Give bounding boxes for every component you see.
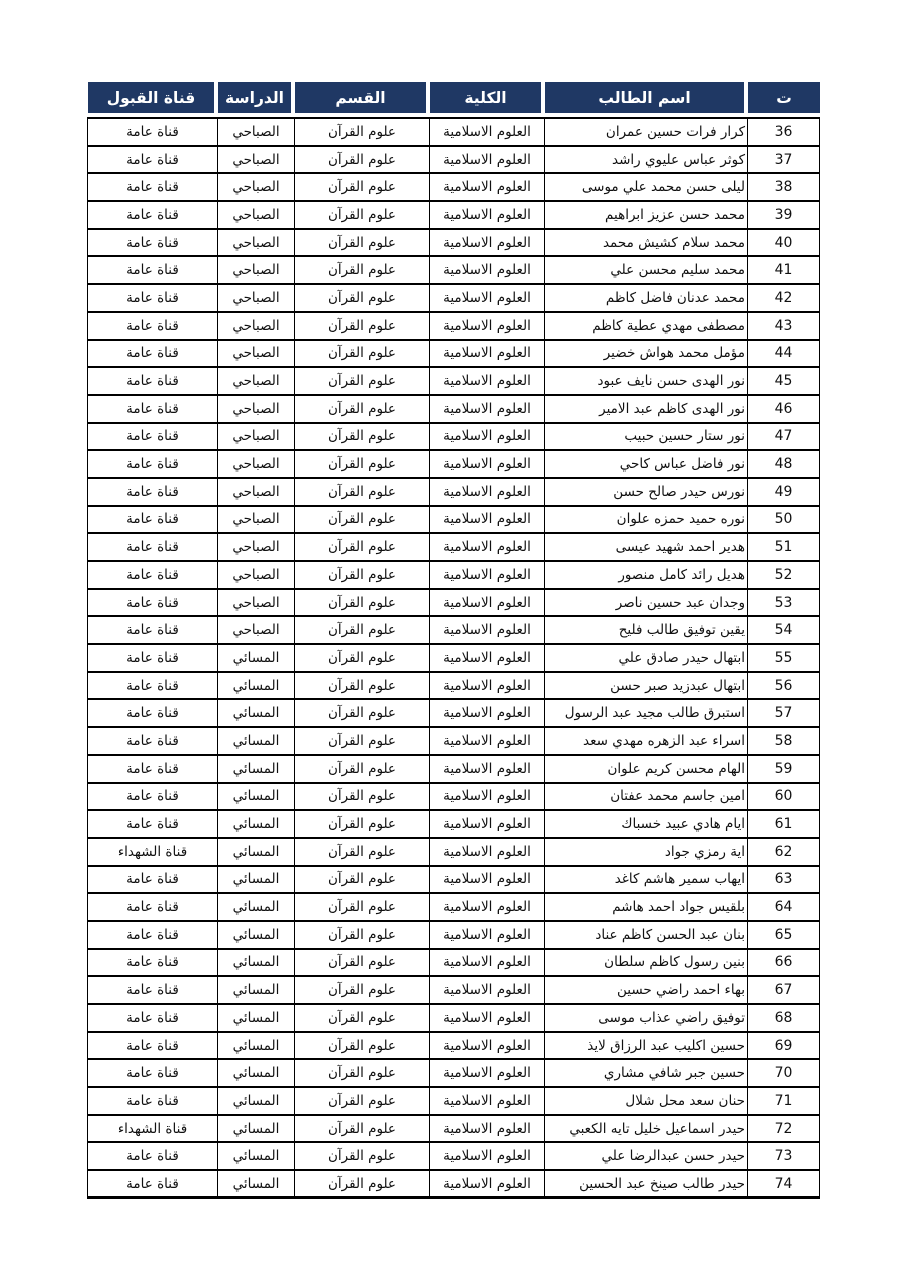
- cell-student-name: نوره حميد حمزه علوان: [545, 506, 748, 534]
- cell-admission-channel: قناة عامة: [88, 783, 218, 811]
- cell-study-type: المسائي: [218, 1142, 295, 1170]
- table-row: [88, 644, 820, 672]
- cell-student-name: كرار فرات حسين عمران: [545, 118, 748, 146]
- cell-student-name: بنان عبد الحسن كاظم عناد: [545, 921, 748, 949]
- cell-serial: 59: [748, 755, 820, 783]
- cell-serial: 63: [748, 866, 820, 894]
- table-row: [88, 256, 820, 284]
- cell-serial: 36: [748, 118, 820, 146]
- cell-college: العلوم الاسلامية: [430, 146, 545, 174]
- cell-department: علوم القرآن: [295, 256, 430, 284]
- cell-serial: 66: [748, 949, 820, 977]
- cell-college: العلوم الاسلامية: [430, 866, 545, 894]
- cell-serial: 40: [748, 229, 820, 257]
- cell-admission-channel: قناة عامة: [88, 1170, 218, 1198]
- cell-department: علوم القرآن: [295, 810, 430, 838]
- cell-college: العلوم الاسلامية: [430, 256, 545, 284]
- cell-college: العلوم الاسلامية: [430, 506, 545, 534]
- cell-study-type: الصباحي: [218, 229, 295, 257]
- cell-student-name: وجدان عبد حسين ناصر: [545, 589, 748, 617]
- cell-college: العلوم الاسلامية: [430, 672, 545, 700]
- cell-department: علوم القرآن: [295, 506, 430, 534]
- table-row: [88, 173, 820, 201]
- cell-department: علوم القرآن: [295, 976, 430, 1004]
- cell-college: العلوم الاسلامية: [430, 423, 545, 451]
- table-row: [88, 506, 820, 534]
- cell-admission-channel: قناة عامة: [88, 256, 218, 284]
- cell-department: علوم القرآن: [295, 1087, 430, 1115]
- table-row: [88, 1170, 820, 1198]
- cell-college: العلوم الاسلامية: [430, 118, 545, 146]
- cell-admission-channel: قناة عامة: [88, 644, 218, 672]
- table-body: [87, 117, 820, 1199]
- cell-study-type: المسائي: [218, 866, 295, 894]
- cell-study-type: الصباحي: [218, 589, 295, 617]
- cell-serial: 38: [748, 173, 820, 201]
- cell-serial: 51: [748, 533, 820, 561]
- table-row: [88, 783, 820, 811]
- cell-student-name: حسين جبر شافي مشاري: [545, 1059, 748, 1087]
- cell-serial: 41: [748, 256, 820, 284]
- cell-college: العلوم الاسلامية: [430, 727, 545, 755]
- cell-college: العلوم الاسلامية: [430, 589, 545, 617]
- cell-department: علوم القرآن: [295, 1142, 430, 1170]
- cell-college: العلوم الاسلامية: [430, 783, 545, 811]
- cell-serial: 60: [748, 783, 820, 811]
- table-row: [88, 478, 820, 506]
- cell-admission-channel: قناة عامة: [88, 533, 218, 561]
- cell-college: العلوم الاسلامية: [430, 1087, 545, 1115]
- cell-study-type: الصباحي: [218, 284, 295, 312]
- cell-department: علوم القرآن: [295, 146, 430, 174]
- header-college: الكلية: [430, 82, 545, 113]
- table-row: [88, 810, 820, 838]
- cell-serial: 46: [748, 395, 820, 423]
- table-row: [88, 118, 820, 146]
- cell-admission-channel: قناة عامة: [88, 118, 218, 146]
- table-row: [88, 1032, 820, 1060]
- table-row: [88, 589, 820, 617]
- header-department: القسم: [295, 82, 430, 113]
- cell-study-type: الصباحي: [218, 146, 295, 174]
- cell-study-type: المسائي: [218, 1004, 295, 1032]
- cell-college: العلوم الاسلامية: [430, 229, 545, 257]
- cell-department: علوم القرآن: [295, 949, 430, 977]
- cell-study-type: المسائي: [218, 949, 295, 977]
- cell-admission-channel: قناة عامة: [88, 810, 218, 838]
- cell-department: علوم القرآن: [295, 367, 430, 395]
- cell-student-name: كوثر عباس عليوي راشد: [545, 146, 748, 174]
- cell-serial: 39: [748, 201, 820, 229]
- cell-department: علوم القرآن: [295, 589, 430, 617]
- cell-department: علوم القرآن: [295, 118, 430, 146]
- cell-admission-channel: قناة عامة: [88, 949, 218, 977]
- cell-student-name: حيدر حسن عبدالرضا علي: [545, 1142, 748, 1170]
- table-row: [88, 672, 820, 700]
- cell-student-name: بهاء احمد راضي حسين: [545, 976, 748, 1004]
- cell-student-name: هدير احمد شهيد عيسى: [545, 533, 748, 561]
- cell-study-type: الصباحي: [218, 201, 295, 229]
- cell-college: العلوم الاسلامية: [430, 1059, 545, 1087]
- cell-admission-channel: قناة عامة: [88, 1142, 218, 1170]
- cell-admission-channel: قناة عامة: [88, 893, 218, 921]
- cell-study-type: المسائي: [218, 727, 295, 755]
- cell-student-name: الهام محسن كريم علوان: [545, 755, 748, 783]
- cell-student-name: نور الهدى كاظم عبد الامير: [545, 395, 748, 423]
- cell-college: العلوم الاسلامية: [430, 1032, 545, 1060]
- cell-department: علوم القرآن: [295, 838, 430, 866]
- cell-department: علوم القرآن: [295, 229, 430, 257]
- table-row: [88, 755, 820, 783]
- cell-study-type: المسائي: [218, 810, 295, 838]
- cell-college: العلوم الاسلامية: [430, 312, 545, 340]
- cell-admission-channel: قناة عامة: [88, 284, 218, 312]
- cell-student-name: حنان سعد محل شلال: [545, 1087, 748, 1115]
- cell-college: العلوم الاسلامية: [430, 921, 545, 949]
- header-student-name: اسم الطالب: [545, 82, 748, 113]
- cell-department: علوم القرآن: [295, 699, 430, 727]
- cell-department: علوم القرآن: [295, 893, 430, 921]
- cell-department: علوم القرآن: [295, 644, 430, 672]
- cell-department: علوم القرآن: [295, 866, 430, 894]
- cell-study-type: المسائي: [218, 893, 295, 921]
- header-study-type: الدراسة: [218, 82, 295, 113]
- cell-admission-channel: قناة عامة: [88, 866, 218, 894]
- cell-student-name: نور الهدى حسن نايف عبود: [545, 367, 748, 395]
- table-row: [88, 1059, 820, 1087]
- cell-serial: 44: [748, 340, 820, 368]
- cell-student-name: ايام هادي عبيد خسباك: [545, 810, 748, 838]
- table-row: [88, 561, 820, 589]
- cell-college: العلوم الاسلامية: [430, 976, 545, 1004]
- cell-admission-channel: قناة عامة: [88, 672, 218, 700]
- cell-serial: 64: [748, 893, 820, 921]
- cell-admission-channel: قناة الشهداء: [88, 1115, 218, 1143]
- cell-study-type: المسائي: [218, 783, 295, 811]
- cell-admission-channel: قناة عامة: [88, 201, 218, 229]
- cell-college: العلوم الاسلامية: [430, 173, 545, 201]
- cell-admission-channel: قناة عامة: [88, 589, 218, 617]
- cell-department: علوم القرآن: [295, 1170, 430, 1198]
- cell-college: العلوم الاسلامية: [430, 340, 545, 368]
- cell-study-type: المسائي: [218, 644, 295, 672]
- table-row: [88, 312, 820, 340]
- cell-serial: 47: [748, 423, 820, 451]
- cell-department: علوم القرآن: [295, 284, 430, 312]
- cell-college: العلوم الاسلامية: [430, 810, 545, 838]
- cell-study-type: الصباحي: [218, 256, 295, 284]
- student-admission-table: [88, 82, 820, 1199]
- table-row: [88, 1087, 820, 1115]
- cell-admission-channel: قناة عامة: [88, 921, 218, 949]
- cell-serial: 73: [748, 1142, 820, 1170]
- cell-study-type: المسائي: [218, 755, 295, 783]
- table-row: [88, 395, 820, 423]
- cell-study-type: المسائي: [218, 1170, 295, 1198]
- cell-student-name: حيدر اسماعيل خليل تايه الكعبي: [545, 1115, 748, 1143]
- cell-college: العلوم الاسلامية: [430, 395, 545, 423]
- cell-department: علوم القرآن: [295, 783, 430, 811]
- cell-department: علوم القرآن: [295, 1115, 430, 1143]
- cell-study-type: الصباحي: [218, 506, 295, 534]
- table-row: [88, 146, 820, 174]
- table-row: [88, 893, 820, 921]
- cell-student-name: ابتهال عبدزيد صبر حسن: [545, 672, 748, 700]
- cell-admission-channel: قناة عامة: [88, 1004, 218, 1032]
- cell-department: علوم القرآن: [295, 533, 430, 561]
- cell-study-type: الصباحي: [218, 173, 295, 201]
- cell-college: العلوم الاسلامية: [430, 561, 545, 589]
- cell-admission-channel: قناة عامة: [88, 976, 218, 1004]
- table-row: [88, 866, 820, 894]
- cell-student-name: بلقيس جواد احمد هاشم: [545, 893, 748, 921]
- cell-study-type: المسائي: [218, 699, 295, 727]
- cell-department: علوم القرآن: [295, 340, 430, 368]
- table-row: [88, 423, 820, 451]
- table-row: [88, 229, 820, 257]
- cell-student-name: حيدر طالب صينخ عبد الحسين: [545, 1170, 748, 1198]
- cell-college: العلوم الاسلامية: [430, 478, 545, 506]
- cell-serial: 54: [748, 616, 820, 644]
- cell-student-name: اسراء عبد الزهره مهدي سعد: [545, 727, 748, 755]
- cell-serial: 58: [748, 727, 820, 755]
- cell-student-name: هديل رائد كامل منصور: [545, 561, 748, 589]
- cell-department: علوم القرآن: [295, 616, 430, 644]
- cell-serial: 52: [748, 561, 820, 589]
- cell-admission-channel: قناة عامة: [88, 755, 218, 783]
- cell-department: علوم القرآن: [295, 921, 430, 949]
- cell-college: العلوم الاسلامية: [430, 1170, 545, 1198]
- cell-study-type: الصباحي: [218, 450, 295, 478]
- table-row: [88, 1115, 820, 1143]
- cell-student-name: نور فاضل عباس كاحي: [545, 450, 748, 478]
- cell-admission-channel: قناة عامة: [88, 1032, 218, 1060]
- cell-college: العلوم الاسلامية: [430, 616, 545, 644]
- cell-admission-channel: قناة عامة: [88, 727, 218, 755]
- cell-serial: 48: [748, 450, 820, 478]
- cell-study-type: الصباحي: [218, 533, 295, 561]
- cell-college: العلوم الاسلامية: [430, 644, 545, 672]
- cell-serial: 50: [748, 506, 820, 534]
- cell-student-name: محمد حسن عزيز ابراهيم: [545, 201, 748, 229]
- table-row: [88, 1142, 820, 1170]
- cell-student-name: مصطفى مهدي عطية كاظم: [545, 312, 748, 340]
- cell-college: العلوم الاسلامية: [430, 1142, 545, 1170]
- cell-department: علوم القرآن: [295, 755, 430, 783]
- cell-department: علوم القرآن: [295, 1032, 430, 1060]
- cell-student-name: نورس حيدر صالح حسن: [545, 478, 748, 506]
- cell-student-name: محمد عدنان فاضل كاظم: [545, 284, 748, 312]
- cell-admission-channel: قناة عامة: [88, 395, 218, 423]
- cell-study-type: المسائي: [218, 1115, 295, 1143]
- cell-serial: 49: [748, 478, 820, 506]
- cell-study-type: الصباحي: [218, 561, 295, 589]
- cell-student-name: امين جاسم محمد عفتان: [545, 783, 748, 811]
- cell-study-type: الصباحي: [218, 312, 295, 340]
- table-row: [88, 284, 820, 312]
- table-row: [88, 976, 820, 1004]
- cell-serial: 68: [748, 1004, 820, 1032]
- cell-study-type: الصباحي: [218, 367, 295, 395]
- cell-admission-channel: قناة عامة: [88, 173, 218, 201]
- table-row: [88, 616, 820, 644]
- cell-student-name: نور ستار حسين حبيب: [545, 423, 748, 451]
- cell-admission-channel: قناة الشهداء: [88, 838, 218, 866]
- table-row: [88, 340, 820, 368]
- cell-college: العلوم الاسلامية: [430, 284, 545, 312]
- cell-study-type: المسائي: [218, 1059, 295, 1087]
- cell-study-type: الصباحي: [218, 118, 295, 146]
- table-row: [88, 949, 820, 977]
- cell-admission-channel: قناة عامة: [88, 367, 218, 395]
- cell-admission-channel: قناة عامة: [88, 616, 218, 644]
- cell-department: علوم القرآن: [295, 201, 430, 229]
- cell-college: العلوم الاسلامية: [430, 755, 545, 783]
- cell-study-type: المسائي: [218, 1032, 295, 1060]
- cell-student-name: اية رمزي جواد: [545, 838, 748, 866]
- cell-student-name: بنين رسول كاظم سلطان: [545, 949, 748, 977]
- cell-department: علوم القرآن: [295, 478, 430, 506]
- cell-student-name: ابتهال حيدر صادق علي: [545, 644, 748, 672]
- cell-admission-channel: قناة عامة: [88, 423, 218, 451]
- cell-college: العلوم الاسلامية: [430, 699, 545, 727]
- cell-serial: 53: [748, 589, 820, 617]
- cell-department: علوم القرآن: [295, 561, 430, 589]
- cell-student-name: ليلى حسن محمد علي موسى: [545, 173, 748, 201]
- table-row: [88, 367, 820, 395]
- cell-serial: 57: [748, 699, 820, 727]
- cell-department: علوم القرآن: [295, 450, 430, 478]
- cell-college: العلوم الاسلامية: [430, 838, 545, 866]
- cell-student-name: حسين اكليب عبد الرزاق لايذ: [545, 1032, 748, 1060]
- cell-study-type: المسائي: [218, 1087, 295, 1115]
- cell-department: علوم القرآن: [295, 1004, 430, 1032]
- table-row: [88, 699, 820, 727]
- cell-serial: 42: [748, 284, 820, 312]
- cell-department: علوم القرآن: [295, 312, 430, 340]
- cell-student-name: ايهاب سمير هاشم كاغد: [545, 866, 748, 894]
- cell-serial: 43: [748, 312, 820, 340]
- cell-department: علوم القرآن: [295, 423, 430, 451]
- cell-student-name: يقين توفيق طالب فليح: [545, 616, 748, 644]
- cell-serial: 61: [748, 810, 820, 838]
- cell-college: العلوم الاسلامية: [430, 367, 545, 395]
- cell-serial: 67: [748, 976, 820, 1004]
- table-header-row: [88, 82, 820, 113]
- cell-study-type: الصباحي: [218, 340, 295, 368]
- cell-department: علوم القرآن: [295, 395, 430, 423]
- table-row: [88, 533, 820, 561]
- cell-serial: 65: [748, 921, 820, 949]
- cell-college: العلوم الاسلامية: [430, 893, 545, 921]
- cell-college: العلوم الاسلامية: [430, 201, 545, 229]
- cell-student-name: محمد سلام كشيش محمد: [545, 229, 748, 257]
- cell-study-type: المسائي: [218, 976, 295, 1004]
- cell-admission-channel: قناة عامة: [88, 1059, 218, 1087]
- cell-study-type: المسائي: [218, 672, 295, 700]
- cell-department: علوم القرآن: [295, 672, 430, 700]
- cell-study-type: الصباحي: [218, 478, 295, 506]
- cell-serial: 74: [748, 1170, 820, 1198]
- cell-admission-channel: قناة عامة: [88, 340, 218, 368]
- cell-college: العلوم الاسلامية: [430, 1115, 545, 1143]
- cell-department: علوم القرآن: [295, 1059, 430, 1087]
- table-row: [88, 450, 820, 478]
- cell-serial: 70: [748, 1059, 820, 1087]
- cell-serial: 56: [748, 672, 820, 700]
- cell-serial: 71: [748, 1087, 820, 1115]
- cell-student-name: محمد سليم محسن علي: [545, 256, 748, 284]
- cell-serial: 69: [748, 1032, 820, 1060]
- cell-serial: 72: [748, 1115, 820, 1143]
- cell-serial: 37: [748, 146, 820, 174]
- cell-study-type: الصباحي: [218, 395, 295, 423]
- cell-admission-channel: قناة عامة: [88, 146, 218, 174]
- cell-college: العلوم الاسلامية: [430, 533, 545, 561]
- cell-serial: 55: [748, 644, 820, 672]
- cell-admission-channel: قناة عامة: [88, 312, 218, 340]
- cell-study-type: المسائي: [218, 838, 295, 866]
- header-serial: ت: [748, 82, 820, 113]
- table-row: [88, 727, 820, 755]
- table-row: [88, 1004, 820, 1032]
- cell-student-name: توفيق راضي عذاب موسى: [545, 1004, 748, 1032]
- table-row: [88, 201, 820, 229]
- cell-college: العلوم الاسلامية: [430, 450, 545, 478]
- cell-department: علوم القرآن: [295, 727, 430, 755]
- cell-student-name: مؤمل محمد هواش خضير: [545, 340, 748, 368]
- cell-admission-channel: قناة عامة: [88, 478, 218, 506]
- cell-admission-channel: قناة عامة: [88, 699, 218, 727]
- cell-college: العلوم الاسلامية: [430, 1004, 545, 1032]
- cell-admission-channel: قناة عامة: [88, 1087, 218, 1115]
- cell-study-type: المسائي: [218, 921, 295, 949]
- cell-serial: 45: [748, 367, 820, 395]
- cell-student-name: استبرق طالب مجيد عبد الرسول: [545, 699, 748, 727]
- cell-serial: 62: [748, 838, 820, 866]
- cell-admission-channel: قناة عامة: [88, 561, 218, 589]
- cell-admission-channel: قناة عامة: [88, 229, 218, 257]
- cell-admission-channel: قناة عامة: [88, 450, 218, 478]
- cell-college: العلوم الاسلامية: [430, 949, 545, 977]
- header-admission-channel: قناة القبول: [88, 82, 218, 113]
- table-row: [88, 921, 820, 949]
- table-row: [88, 838, 820, 866]
- cell-admission-channel: قناة عامة: [88, 506, 218, 534]
- cell-department: علوم القرآن: [295, 173, 430, 201]
- cell-study-type: الصباحي: [218, 616, 295, 644]
- cell-study-type: الصباحي: [218, 423, 295, 451]
